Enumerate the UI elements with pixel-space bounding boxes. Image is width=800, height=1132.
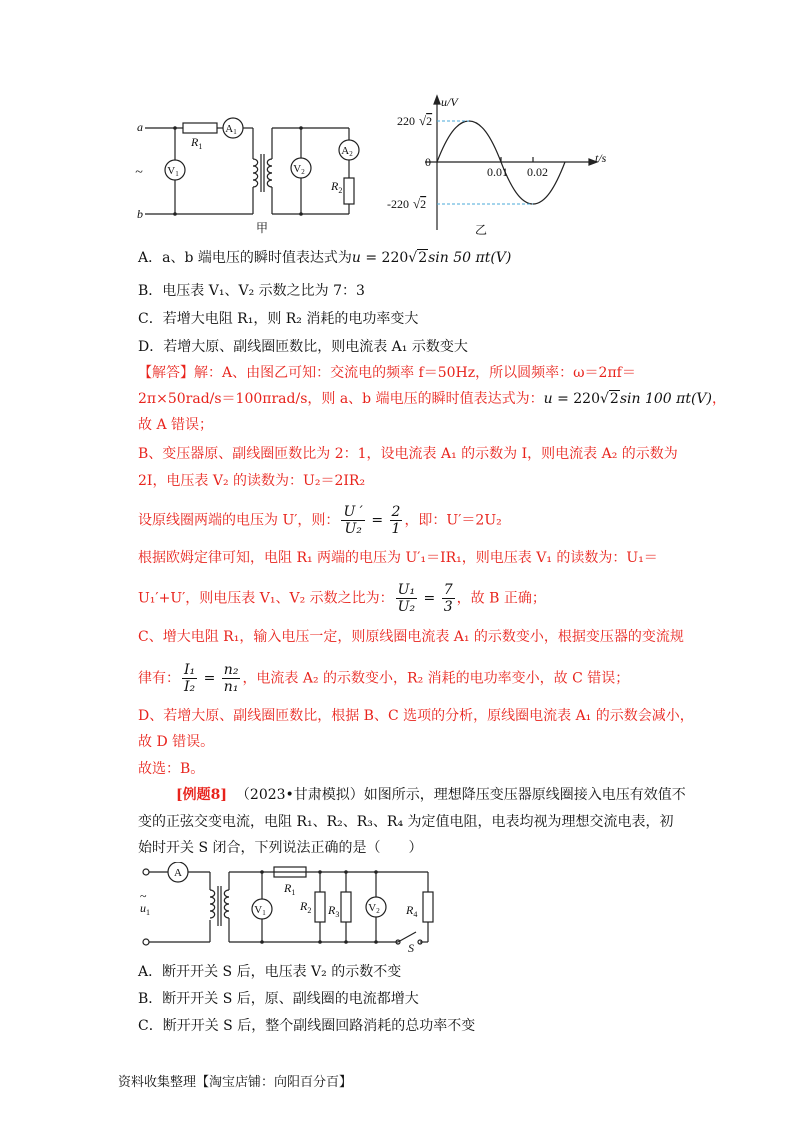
solution-line-8: U₁′+U′，则电压表 V₁、V₂ 示数之比为： $\frac{\text{U₁}}{\text{U₂}}$ = $\frac{7}{3}$ ，故 B 正确；	[138, 582, 546, 615]
r1-label: $R_1$	[284, 881, 296, 897]
r2-label: $R_2$	[331, 179, 343, 195]
example8-line-2: 变的正弦交变电流，电阻 R₁、R₂、R₃、R₄ 为定值电阻，电表均视为理想交流电表，初	[138, 814, 674, 830]
y-axis-label: u/V	[441, 95, 458, 109]
ammeter-a-label: A	[174, 867, 182, 879]
waveform-graph-yi	[385, 92, 615, 240]
r3-label: $R_3$	[328, 903, 340, 919]
example8-tag: [例题8]	[176, 787, 227, 803]
x-axis-label: t/s	[595, 151, 607, 165]
voltmeter-v2-label: V2	[368, 902, 380, 915]
r1-label: $R_1$	[191, 135, 203, 151]
terminal-b-label: b	[137, 207, 143, 221]
figure-yi-caption: 乙	[475, 223, 488, 237]
u1-label: $u_1$	[140, 901, 150, 917]
solution-line-4: B、变压器原、副线圈匝数比为 2：1，设电流表 A₁ 的示数为 I，则电流表 A₂ 的示数为	[138, 446, 678, 462]
ammeter-a1-label: A1	[225, 123, 237, 136]
switch-s-label: S	[408, 941, 414, 954]
circuit-diagram-jia	[135, 112, 380, 237]
solution-line-2: 2π×50rad/s＝100πrad/s，则 a、b 端电压的瞬时值表达式为：u = 220√2sin 100 πt(V)，	[138, 391, 727, 407]
option-c: C．若增大电阻 R₁，则 R₂ 消耗的电功率变大	[138, 311, 419, 327]
option-a: A．a、b 端电压的瞬时值表达式为u = 220√2sin 50 πt(V)	[138, 250, 512, 266]
ammeter-a2-label: A2	[341, 145, 353, 158]
option-b: B．电压表 V₁、V₂ 示数之比为 7：3	[138, 283, 365, 299]
example8-line-1: [例题8] （2023•甘肃模拟）如图所示，理想降压变压器原线圈接入电压有效值不	[176, 787, 686, 803]
solution-line-13: 故选：B。	[138, 761, 205, 777]
voltmeter-v1-label: V1	[167, 165, 179, 178]
solution-heading: 【解答】	[138, 365, 194, 381]
ac-tilde-icon: ~	[140, 889, 147, 903]
r4-label: $R_4$	[406, 903, 418, 919]
circuit-diagram-example8	[130, 862, 440, 954]
solution-line-1: 【解答】解：A、由图乙可知：交流电的频率 f＝50Hz，所以圆频率：ω＝2πf＝	[138, 365, 636, 381]
solution-line-5: 2I，电压表 V₂ 的读数为：U₂＝2IR₂	[138, 473, 366, 489]
solution-line-12: 故 D 错误。	[138, 734, 215, 750]
option-d: D．若增大原、副线圈匝数比，则电流表 A₁ 示数变大	[138, 339, 468, 355]
solution-line-10: 律有： $\frac{\text{I₁}}{\text{I₂}}$ = $\frac{\text{n₂}}{\text{n₁}}$ ，电流表 A₂ 的示数变小，R₂ 消耗的电功率变小，故 C 错误；	[138, 662, 630, 695]
voltmeter-v1-label: V1	[254, 904, 266, 917]
tick-002-label: 0.02	[527, 165, 548, 179]
origin-label: 0	[425, 155, 431, 169]
solution-line-3: 故 A 错误；	[138, 417, 214, 433]
tick-001-label: 0.01	[487, 165, 508, 179]
solution-line-6: 设原线圈两端的电压为 U′，则： $\frac{U '}{\text{U₂}}$ = $\frac{2}{1}$ ，即：U′＝2U₂	[138, 504, 502, 537]
example8-option-b: B．断开开关 S 后，原、副线圈的电流都增大	[138, 991, 419, 1007]
page-footer: 资料收集整理【淘宝店铺：向阳百分百】	[118, 1075, 353, 1090]
example8-option-c: C．断开开关 S 后，整个副线圈回路消耗的总功率不变	[138, 1018, 476, 1034]
ac-source-symbol: ~	[135, 165, 143, 180]
terminal-a-label: a	[137, 120, 143, 134]
solution-line-7: 根据欧姆定律可知，电阻 R₁ 两端的电压为 U′₁＝IR₁，则电压表 V₁ 的读数为：U₁＝	[138, 550, 658, 566]
voltmeter-v2-label: V2	[293, 163, 305, 176]
r2-label: $R_2$	[300, 899, 312, 915]
y-min-label: -220 √2	[387, 196, 427, 211]
example8-line-3: 始时开关 S 闭合，下列说法正确的是（ ）	[138, 840, 423, 856]
solution-line-9: C、增大电阻 R₁，输入电压一定，则原线圈电流表 A₁ 的示数变小，根据变压器的变流规	[138, 629, 684, 645]
solution-line-11: D、若增大原、副线圈匝数比，根据 B、C 选项的分析，原线圈电流表 A₁ 的示数会减小，	[138, 708, 694, 724]
example8-option-a: A．断开开关 S 后，电压表 V₂ 的示数不变	[138, 964, 402, 980]
figure-jia-caption: 甲	[255, 221, 269, 235]
y-max-label: 220 √2	[397, 113, 433, 128]
